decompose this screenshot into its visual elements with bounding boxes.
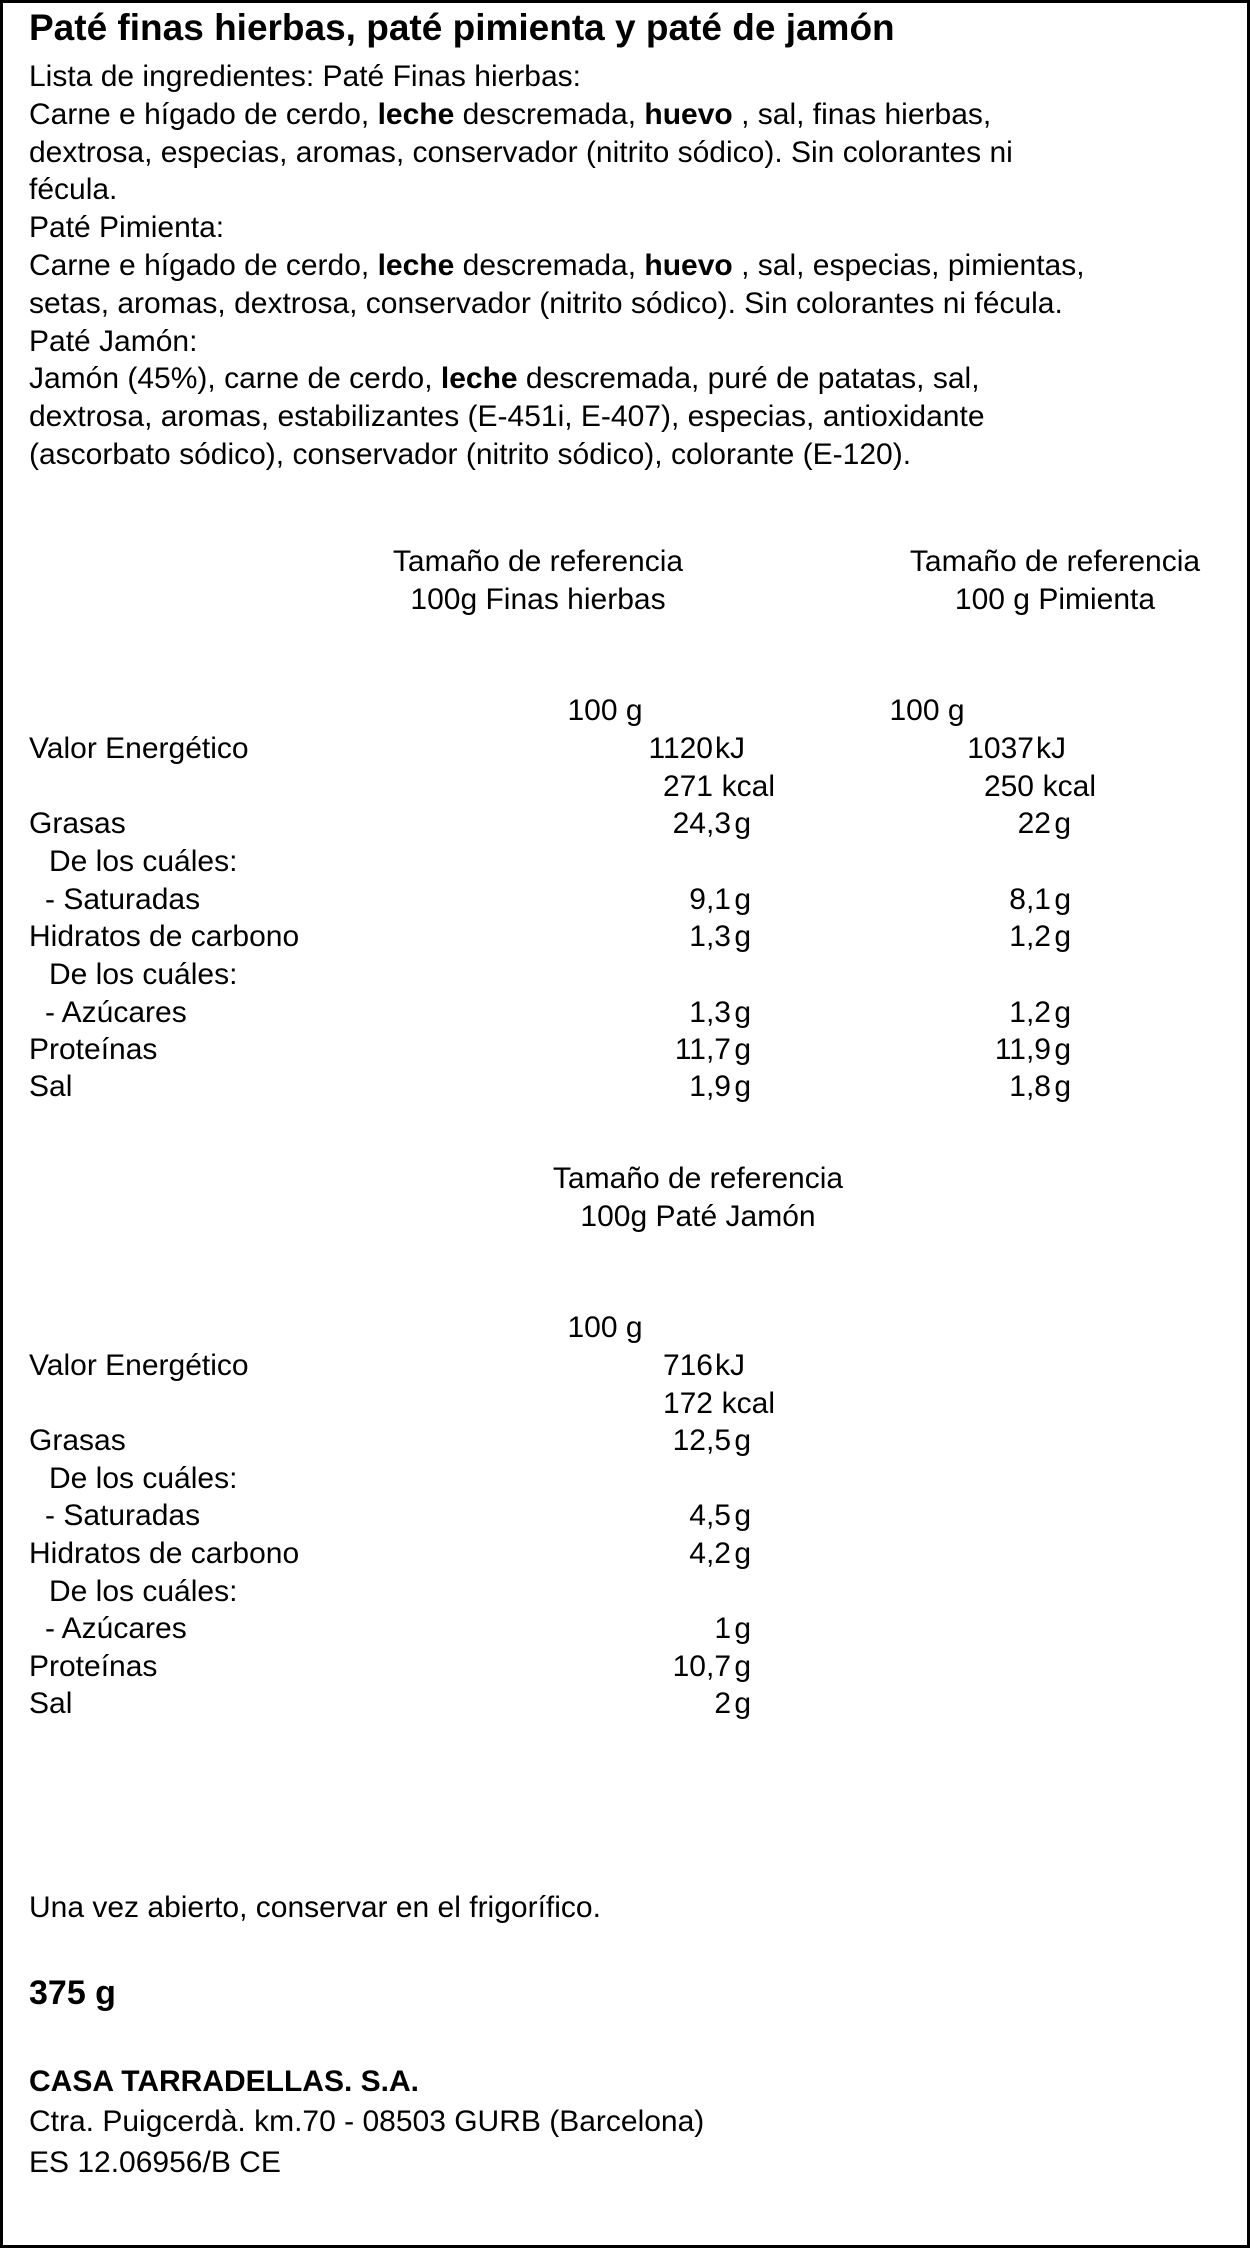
- table1-col2-header: [885, 543, 1225, 619]
- allergen-milk: leche: [377, 98, 455, 131]
- ingredients-intro: Lista de ingredientes: Paté Finas hierbas:: [29, 60, 581, 93]
- table2-label-fat: Grasas: [29, 1424, 126, 1457]
- g-unit: g: [1054, 996, 1071, 1029]
- table1-label-saturated: - Saturadas: [45, 883, 201, 916]
- ingredients-pimienta-line1: [29, 247, 1085, 285]
- header-line: 100g Finas hierbas: [410, 583, 666, 616]
- table2-label-salt: Sal: [29, 1687, 73, 1720]
- allergen-egg: huevo: [644, 98, 733, 131]
- text: descremada,: [454, 249, 645, 282]
- text: Jamón (45%), carne de cerdo,: [29, 362, 441, 395]
- ingredients-jamon-line1: [29, 360, 980, 398]
- text: descremada,: [454, 98, 645, 131]
- table1-col1-kj-unit: kJ: [715, 732, 745, 765]
- ingredients-finas-line3: fécula.: [29, 173, 118, 206]
- g-unit: g: [734, 1537, 751, 1570]
- table1-col2-kj-unit: kJ: [1036, 732, 1066, 765]
- table2-label-carbs: Hidratos de carbono: [29, 1537, 300, 1570]
- header-line: Tamaño de referencia: [392, 545, 684, 578]
- company-name: CASA TARRADELLAS. S.A.: [29, 2065, 419, 2098]
- table1-label-salt: Sal: [29, 1070, 73, 1103]
- ingredients-jamon-line2: dextrosa, aromas, estabilizantes (E-451i, E-407), especias, antioxidante: [29, 400, 985, 433]
- table1-col2-per: 100 g: [889, 694, 965, 727]
- header-line: Tamaño de referencia: [552, 1162, 844, 1195]
- ingredients-pimienta-line2: setas, aromas, dextrosa, conservador (nitrito sódico). Sin colorantes ni fécula.: [29, 287, 1063, 320]
- table1-col1-fat: 24,3: [672, 807, 731, 840]
- table2-col1-carbs: 4,2: [689, 1537, 731, 1570]
- table2-label-sugars: - Azúcares: [45, 1612, 187, 1645]
- table1-col2-fat: 22: [1017, 807, 1051, 840]
- text: , sal, especias, pimientas,: [732, 249, 1085, 282]
- table2-col1-kj-unit: kJ: [715, 1349, 745, 1382]
- g-unit: g: [734, 883, 751, 916]
- table2-col1-kcal-unit: kcal: [721, 1387, 775, 1420]
- g-unit: g: [1054, 883, 1071, 916]
- header-line: 100g Paté Jamón: [580, 1200, 816, 1233]
- table1-col1-per: 100 g: [567, 694, 643, 727]
- table1-col2-kcal: 250: [983, 770, 1034, 803]
- g-unit: g: [734, 996, 751, 1029]
- table1-col1-carbs: 1,3: [689, 920, 731, 953]
- table2-col1-header: [538, 1160, 858, 1236]
- table1-col2-kj: 1037: [967, 732, 1034, 765]
- g-unit: g: [1054, 807, 1071, 840]
- header-line: 100 g Pimienta: [954, 583, 1156, 616]
- header-line: Tamaño de referencia: [909, 545, 1201, 578]
- company-registry: ES 12.06956/B CE: [29, 2146, 281, 2179]
- table2-label-of-which-carbs: De los cuáles:: [49, 1575, 238, 1608]
- table2-col1-per: 100 g: [567, 1311, 643, 1344]
- table2-col1-fat: 12,5: [672, 1424, 731, 1457]
- text: descremada, puré de patatas, sal,: [517, 362, 980, 395]
- g-unit: g: [1054, 920, 1071, 953]
- storage-instructions: Una vez abierto, conservar en el frigorífico.: [29, 1891, 601, 1924]
- table1-col2-salt: 1,8: [1009, 1070, 1051, 1103]
- text: Carne e hígado de cerdo,: [29, 249, 378, 282]
- ingredients-pimienta-title: Paté Pimienta:: [29, 211, 225, 244]
- g-unit: g: [734, 1687, 751, 1720]
- table2-label-saturated: - Saturadas: [45, 1499, 201, 1532]
- table2-col1-kj: 716: [662, 1349, 713, 1382]
- table1-col2-saturated: 8,1: [1009, 883, 1051, 916]
- table1-col1-salt: 1,9: [689, 1070, 731, 1103]
- ingredients-jamon-title: Paté Jamón:: [29, 325, 198, 358]
- table1-col1-kcal-unit: kcal: [721, 770, 775, 803]
- table1-col2-sugars: 1,2: [1009, 996, 1051, 1029]
- g-unit: g: [734, 1070, 751, 1103]
- text: , sal, finas hierbas,: [732, 98, 992, 131]
- net-weight: 375 g: [29, 1974, 116, 2012]
- table1-col1-protein: 11,7: [674, 1033, 731, 1066]
- table2-label-energy: Valor Energético: [29, 1349, 249, 1382]
- table1-col2-kcal-unit: kcal: [1042, 770, 1096, 803]
- g-unit: g: [734, 1650, 751, 1683]
- g-unit: g: [734, 807, 751, 840]
- table1-col1-sugars: 1,3: [689, 996, 731, 1029]
- table1-label-carbs: Hidratos de carbono: [29, 920, 300, 953]
- table1-label-energy: Valor Energético: [29, 732, 249, 765]
- product-title: Paté finas hierbas, paté pimienta y paté de jamón: [29, 7, 895, 48]
- ingredients-finas-line1: [29, 96, 991, 134]
- table1-label-of-which-fat: De los cuáles:: [49, 845, 238, 878]
- g-unit: g: [1054, 1033, 1071, 1066]
- allergen-milk: leche: [377, 249, 455, 282]
- g-unit: g: [734, 920, 751, 953]
- table1-col1-saturated: 9,1: [689, 883, 731, 916]
- ingredients-finas-line2: dextrosa, especias, aromas, conservador (nitrito sódico). Sin colorantes ni: [29, 136, 1013, 169]
- table1-label-fat: Grasas: [29, 807, 126, 840]
- table2-col1-protein: 10,7: [672, 1650, 731, 1683]
- ingredients-jamon-line3: (ascorbato sódico), conservador (nitrito sódico), colorante (E-120).: [29, 438, 912, 471]
- table1-col1-kj: 1120: [648, 732, 713, 765]
- table1-col1-kcal: 271: [662, 770, 713, 803]
- table2-label-of-which-fat: De los cuáles:: [49, 1462, 238, 1495]
- table1-label-sugars: - Azúcares: [45, 996, 187, 1029]
- table2-col1-salt: 2: [714, 1687, 731, 1720]
- company-address: Ctra. Puigcerdà. km.70 - 08503 GURB (Barcelona): [29, 2105, 705, 2138]
- table1-label-protein: Proteínas: [29, 1033, 158, 1066]
- table1-col1-header: [378, 543, 698, 619]
- table1-label-of-which-carbs: De los cuáles:: [49, 958, 238, 991]
- g-unit: g: [734, 1424, 751, 1457]
- table2-col1-saturated: 4,5: [689, 1499, 731, 1532]
- g-unit: g: [734, 1612, 751, 1645]
- table1-col2-protein: 11,9: [994, 1033, 1051, 1066]
- allergen-egg: huevo: [644, 249, 733, 282]
- table2-col1-kcal: 172: [662, 1387, 713, 1420]
- table2-label-protein: Proteínas: [29, 1650, 158, 1683]
- table2-col1-sugars: 1: [714, 1612, 731, 1645]
- g-unit: g: [734, 1033, 751, 1066]
- table1-col2-carbs: 1,2: [1009, 920, 1051, 953]
- text: Carne e hígado de cerdo,: [29, 98, 378, 131]
- allergen-milk: leche: [440, 362, 518, 395]
- g-unit: g: [734, 1499, 751, 1532]
- g-unit: g: [1054, 1070, 1071, 1103]
